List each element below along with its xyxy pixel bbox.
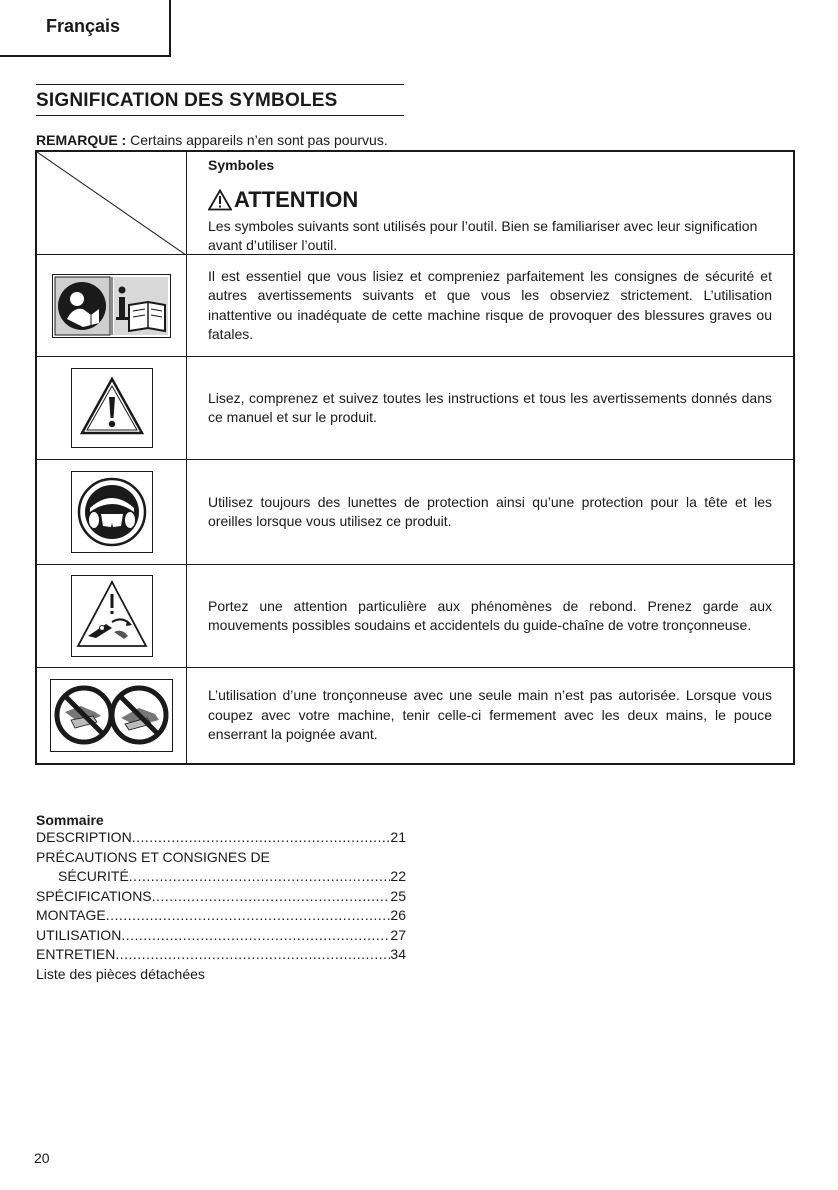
symbol-text-cell: [187, 565, 793, 667]
warning-exclamation-icon: [71, 368, 153, 448]
toc-item-label: PRÉCAUTIONS ET CONSIGNES DE: [36, 848, 270, 865]
toc-item[interactable]: [36, 906, 406, 926]
toc-leader: [132, 828, 391, 848]
toc-item[interactable]: [36, 926, 406, 946]
toc-leader: [106, 906, 391, 926]
symbol-text-cell: [187, 357, 793, 459]
no-one-hand-operation-icon: [50, 679, 173, 752]
language-tab: [0, 0, 171, 57]
attention-heading: [208, 187, 772, 213]
symbol-description: Utilisez toujours des lunettes de protection ainsi qu’une protection pour la tête et les oreilles lorsque vous utilisez ce produit.: [208, 493, 772, 529]
toc-item-label: DESCRIPTION: [36, 829, 132, 845]
symbol-description: Lisez, comprenez et suivez toutes les instructions et tous les avertissements donnés dans ce manuel et sur le produit.: [208, 389, 772, 425]
symbol-row: [37, 565, 793, 668]
symbols-header-cell: [187, 152, 793, 254]
toc-item-page: 22: [390, 868, 406, 884]
toc-title: Sommaire: [36, 812, 104, 828]
warning-triangle-icon: [208, 189, 232, 211]
symbols-header-row: [37, 152, 793, 255]
toc-leader: [115, 945, 390, 965]
symbols-label: Symboles: [208, 157, 275, 173]
toc-item[interactable]: [36, 945, 406, 965]
page-number: 20: [34, 1150, 50, 1166]
symbol-row: [37, 668, 793, 763]
symbol-icon-cell: [37, 357, 187, 459]
section-title: SIGNIFICATION DES SYMBOLES: [36, 84, 404, 116]
diagonal-line: [37, 152, 186, 255]
toc-item-page: 27: [390, 926, 406, 943]
symbols-table: [35, 150, 795, 765]
symbol-icon-cell: [37, 565, 187, 667]
toc-item-page: 26: [390, 907, 406, 923]
symbol-text-cell: [187, 460, 793, 564]
toc-leader: [129, 867, 391, 887]
toc-item[interactable]: [36, 867, 406, 887]
symbol-row: [37, 357, 793, 460]
toc-item-page: 34: [390, 946, 406, 962]
toc-item-label: SÉCURITÉ: [58, 868, 129, 884]
toc-item-label: MONTAGE: [36, 907, 106, 923]
note-label: REMARQUE :: [36, 132, 127, 148]
toc-item[interactable]: [36, 887, 406, 907]
toc-item[interactable]: [36, 965, 406, 985]
attention-label: ATTENTION: [234, 187, 359, 212]
symbol-description: Portez une attention particulière aux phénomènes de rebond. Prenez garde aux mouvements possibles soudains et accidentels du guide-chaîne de votre tronçonneuse.: [208, 597, 772, 633]
note-text: Certains appareils n’en sont pas pourvus.: [126, 132, 388, 148]
symbol-row: [37, 460, 793, 565]
symbol-icon-cell: [37, 668, 187, 763]
symbol-text-cell: [187, 668, 793, 763]
symbol-description: Il est essentiel que vous lisiez et compreniez parfaitement les consignes de sécurité et autres avertissements suivants et que vous les observiez strictement. L’utilisation inattentive ou inadéquate de cette machine risque de provoquer des blessures graves ou fatales.: [208, 267, 772, 342]
attention-description: Les symboles suivants sont utilisés pour l’outil. Bien se familiariser avec leur signification avant d’utiliser l’outil.: [208, 218, 758, 253]
symbol-row: [37, 255, 793, 357]
kickback-warning-icon: [71, 575, 153, 657]
toc-item-label: ENTRETIEN: [36, 946, 116, 962]
diagonal-cell: [37, 152, 187, 254]
toc-item[interactable]: [36, 828, 406, 848]
toc-item-page: 25: [390, 887, 406, 904]
toc-item-label: SPÉCIFICATIONS: [36, 887, 152, 904]
toc-item-label: UTILISATION: [36, 926, 122, 943]
toc-item-page: 21: [390, 829, 406, 845]
symbol-text-cell: [187, 255, 793, 356]
symbol-icon-cell: [37, 255, 187, 356]
head-eye-ear-protection-icon: [71, 471, 153, 553]
language-label: Français: [46, 16, 121, 36]
table-of-contents: [36, 812, 406, 984]
note: [36, 132, 388, 148]
toc-leader: [121, 926, 390, 946]
read-manual-icon: [52, 274, 171, 338]
toc-leader: [152, 887, 391, 907]
toc-item-label: Liste des pièces détachées: [36, 965, 205, 982]
toc-item[interactable]: [36, 848, 406, 868]
symbol-description: L’utilisation d’une tronçonneuse avec une seule main n’est pas autorisée. Lorsque vous coupez avec votre machine, tenir celle-ci fermement avec les deux mains, le pouce enserrant la poignée avant.: [208, 687, 772, 743]
symbol-icon-cell: [37, 460, 187, 564]
